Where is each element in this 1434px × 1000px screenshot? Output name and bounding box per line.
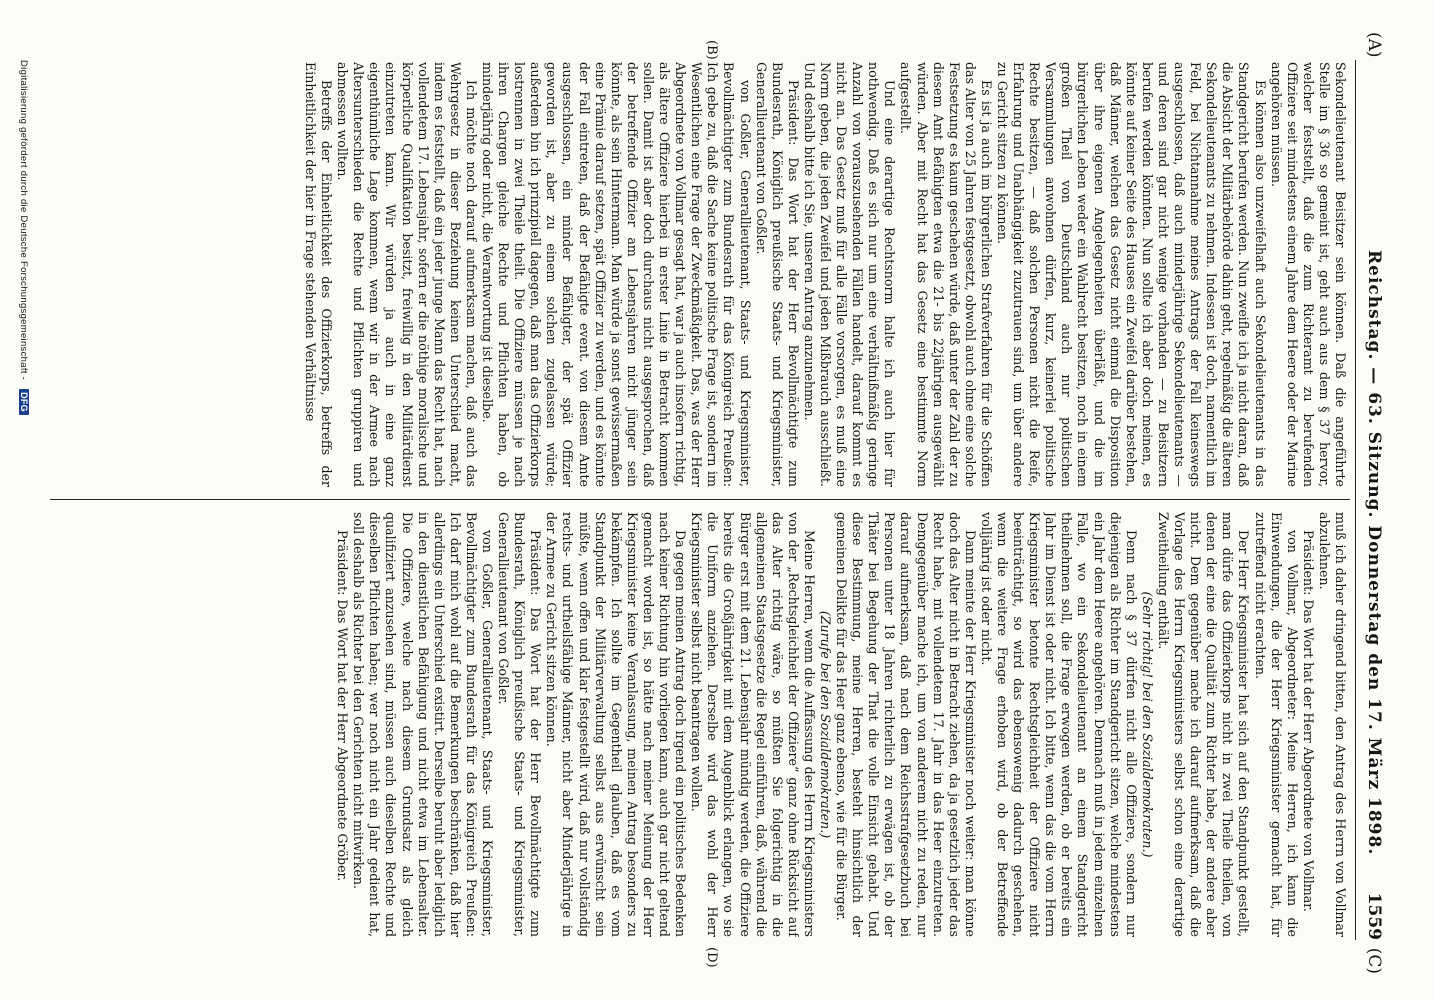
left-column	[58, 62, 1348, 487]
speaker-paragraph: Präsident: Das Wort hat der Herr Abgeordnete Gröber.	[335, 530, 351, 882]
paragraph: muß ich daher dringend bitten, den Antrag des Herrn von Vollmar abzulehnen.	[1316, 512, 1348, 937]
speaker-paragraph: von Goßler, Generallieutenant, Staats- und Kriegsminister, Bevollmächtigter zum Bundesrath für das Königreich Preußen: Ich gebe zu, daß die Sache keine politische Frage ist, sondern im Wesentlichen eine Frage der Zweckmäßigkeit. Das, was der Herr Abgeordnete von Vollmar gesagt hat, war ja auch insofern richtig, als ältere Offiziere hierbei in erster Linie in Betracht kommen sollen. Damit ist aber doch durchaus nicht ausgesprochen, daß der betreffende Offizier am Lebensjahren nicht jünger sein könnte, als sein Hintermann. Man würde ja sonst gewissermaßen eine Prämie darauf setzen, spät Offizier zu werden, und es könnte der Fall eintreten, daß der Befähigte event. von diesem Amte ausgeschlossen, ein minder Befähigter, der spät Offizier geworden ist, aber zu einem solchen zugelassen würde; außerdem bin ich prinzipiell dagegen, daß man das Offizierkorps lostrennen in zwei Theile theilt. Die Offiziere müssen je nach ihren Chargen gleiche Rechte und Pflichten haben, ob minderjährig oder nicht, die Verantwortung ist dieselbe.	[480, 62, 753, 487]
margin-marker-c: (C)	[1364, 947, 1384, 974]
page-header	[1358, 32, 1384, 974]
paragraph: Es ist ja auch im bürgerlichen Strafverfahren für die Schöffen das Alter von 25 Jahren festgesetzt, obwohl auch ohne eine solche Festsetzung es kaum geschehen würde, daß unter der Zahl der zu diesem Amt Befähigten etwa die 21- bis 22jährigen ausgewählt würden. Aber mit Recht hat das Gesetz eine bestimmte Norm aufgestellt.	[898, 62, 994, 487]
margin-marker-d: (D)	[704, 947, 719, 968]
speaker-paragraph: von Vollmar, Abgeordneter: Meine Herren, ich kann die Einwendungen, die der Herr Kriegsminister gemacht hat, für zutreffend nicht erachten.	[1252, 512, 1300, 937]
paragraph: Dann meinte der Herr Kriegsminister noch weiter: man könne doch das Alter nicht in Betracht ziehen, da ja gesetzlich jeder das Recht habe, mit vollendetem 17. Jahr in das Heer einzutreten. Demgegenüber mache ich, um von anderem nicht zu reden, nur darauf aufmerksam, daß nach dem Reichsstrafgesetzbuch bei Personen unter 18 Jahren richterlich zu erwägen ist, ob der Thäter bei Begehung der That die volle Einsicht gehabt. Und diese Bestimmung, meine Herren, besteht hinsichtlich der gemeinen Delikte für das Heer ganz ebenso, wie für die Bürger.	[834, 512, 978, 937]
paragraph: Ich möchte noch darauf aufmerksam machen, daß auch das Wehrgesetz in dieser Beziehung keinen Unterschied macht, indem es feststellt, daß ein jeder junge Mann das Recht hat, nach vollendetem 17. Lebensjahr, sofern er die nöthige moralische und körperliche Qualifikation besitzt, freiwillig in den Militärdienst einzutreten kann. Wir würden ja auch in eine ganz eigenthümliche Lage kommen, wenn wir in der Armee nach Altersunterschieden die Rechte und Pflichten gruppiren und abmessen wollten.	[335, 62, 479, 487]
paragraph: Und eine derartige Rechtsnorm halte ich auch hier für nothwendig. Daß es sich nur um eine verhältnißmäßig geringe Anzahl von vorauszusehenden Fällen handelt, darauf kommt es nicht an. Das Gesetz muß für alle Fälle vorsorgen, es muß eine Norm geben, die jeden Zweifel und jeden Mißbrauch ausschließt. Und deshalb bitte ich Sie, unseren Antrag anzunehmen.	[801, 62, 898, 487]
paragraph: Denn nach § 37 dürfen nicht alle Offiziere, sondern nur diejenigen als Richter im Standgericht sitzen, welche mindestens ein Jahr dem Heere angehören. Demnach muß in jedem einzelnen Falle, wo ein Sekondelieutenant an einem Standgericht theilnehmen soll, die Frage erwogen werden, ob er bereits ein Jahr im Dienst ist oder nicht. Ich bitte, wenn das die vom Herrn Kriegsminister betonte Rechtsgleichheit der Offiziere nicht beeinträchtigt, so wird das ebensowenig dadurch geschehen, wenn die weitere Frage erhoben wird, ob der Betreffende volljährig ist oder nicht.	[978, 512, 1139, 937]
speaker-paragraph: Präsident: Das Wort hat der Herr Bevollmächtigte zum Bundesrath, Königlich preußische Staats- und Kriegsminister, Generallieutenant von Goßler.	[496, 512, 544, 937]
paragraph: Sekondelieutenant Beisitzer sein können. Daß die angeführte Stelle im § 36 so gemeint ist, geht auch aus dem § 37 hervor, welcher feststellt, daß die zum Richteramt zu berufenden Offiziere seit mindestens einem Jahre dem Heere oder der Marine angehören müssen.	[1268, 62, 1348, 487]
interjection: (Sehr richtig! bei den Sozialdemokraten.)	[1139, 591, 1155, 858]
right-column	[58, 512, 1348, 937]
paragraph: Meine Herren, wenn die Auffassung des Herrn Kriegsministers von der „Rechtsgleichheit der Offiziere“ ganz ohne Rücksicht auf das Alter richtig wäre, so müßten Sie folgerichtig in die allgemeinen Staatsgesetze die Regel einführen, daß, während die Bürger erst mit dem 21. Lebensjahr mündig werden, die Offiziere bereits die Großjährigkeit mit dem Augenblick erlangen, wo sie die Uniform anziehen. Derselbe wird das wohl der Herr Kriegsminister selbst nicht beantragen wollen.	[689, 512, 817, 937]
paragraph: Da gegen meinen Antrag doch irgend ein politisches Bedenken nach keiner Richtung hin vorliegen kann, auch gar nicht geltend gemacht worden ist, so hätte nach meiner Meinung der Herr Kriegsminister keine Veranlassung, meinen Antrag besonders zu bekämpfen. Ich sollte im Gegentheil glauben, daß es vom Standpunkt der Militärverwaltung selbst aus erwünscht sein müßte, wenn offen und klar festgestellt wird, daß nur vollständig rechts- und urtheilsfähige Männer, nicht aber Minderjährige in der Armee zu Gericht sitzen können.	[544, 512, 689, 937]
paragraph: Es können also unzweifelhaft auch Sekondelieutenants in das Standgericht berufen werden. Nun zweifle ich ja nicht daran, daß die Absicht der Militärbehörde dahin geht, regelmäßig die älteren Sekondelieutenants zu nehmen. Indessen ist doch, namentlich im Feld, bei Nichtannahme meines Antrags der Fall keineswegs ausgeschlossen, daß auch minderjährige Sekondelieutenants — und deren sind gar nicht wenige vorhanden — zu Beisitzern berufen werden könnten. Nun sollte ich aber doch meinen, es könnte auf keiner Seite des Hauses ein Zweifel darüber bestehen, daß Männer, welchen das Gesetz nicht einmal die Disposition über ihre eigenen Angelegenheiten überläßt, und die im bürgerlichen Leben weder ein Wahlrecht besitzen, noch in einem großen Theil von Deutschland auch nur politischen Versammlungen anwohnen dürfen, kurz, keinerlei politische Rechte besitzen, — daß solchen Personen nicht die Reife, Erfahrung und Unabhängigkeit zuzutrauen sind, um über andere zu Gericht sitzen zu können.	[995, 62, 1268, 487]
column-divider	[50, 499, 1350, 500]
running-title: Reichstag. — 63. Sitzung. Donnerstag den 17. März 1898.	[1364, 250, 1384, 856]
margin-marker-a: (A)	[1364, 32, 1384, 58]
credit-text: Digitalisierung gefördert durch die Deutsche Forschungsgemeinschaft -	[18, 60, 29, 381]
page-number: 1559	[1364, 892, 1384, 940]
margin-marker-b: (B)	[704, 40, 719, 60]
paragraph: Der Herr Kriegsminister hat sich auf den Standpunkt gestellt, man dürfe das Offizierkorps nicht in zwei Theile theilen, von denen der eine die Qualität zum Richter habe, der andere aber nicht. Dem gegenüber mache ich darauf aufmerksam, daß die Vorlage des Herrn Kriegsministers selbst schon eine derartige Zweitheilung enthält.	[1155, 512, 1252, 937]
digitization-credit	[18, 60, 29, 415]
interjection: (Zurufe bei den Sozialdemokraten.)	[818, 610, 833, 839]
header-rule	[1355, 60, 1356, 940]
paragraph: Betreffs der Einheitlichkeit des Offizierkorps, betreffs der Einheitlichkeit der hier in Frage stehenden Verhältnisse	[303, 62, 335, 487]
speaker-paragraph: Präsident: Das Wort hat der Herr Abgeordnete von Vollmar.	[1300, 530, 1316, 912]
speaker-paragraph: Präsident: Das Wort hat der Herr Bevollmächtigte zum Bundesrath, Königlich preußische Staats- und Kriegsminister, Generallieutenant von Goßler.	[753, 62, 801, 487]
speaker-paragraph: von Goßler, Generallieutenant, Staats- und Kriegsminister, Bevollmächtigter zum Bundesrath für das Königreich Preußen: Ich darf mich wohl auf die Bemerkungen beschränken, daß hier allerdings ein Unterschied existirt. Derselbe beruht aber lediglich in den dienstlichen Befähigung und nicht etwa im Lebensalter. Die Offiziere, welche nach diesem Grundsatz als gleich qualifiziert anzusehen sind, müssen auch dieselben Rechte und dieselben Pflichten haben; wer noch nicht ein Jahr gedient hat, soll deshalb als Richter bei den Gerichten nicht mitwirken.	[351, 512, 496, 937]
dfg-logo: DFG	[19, 389, 29, 415]
